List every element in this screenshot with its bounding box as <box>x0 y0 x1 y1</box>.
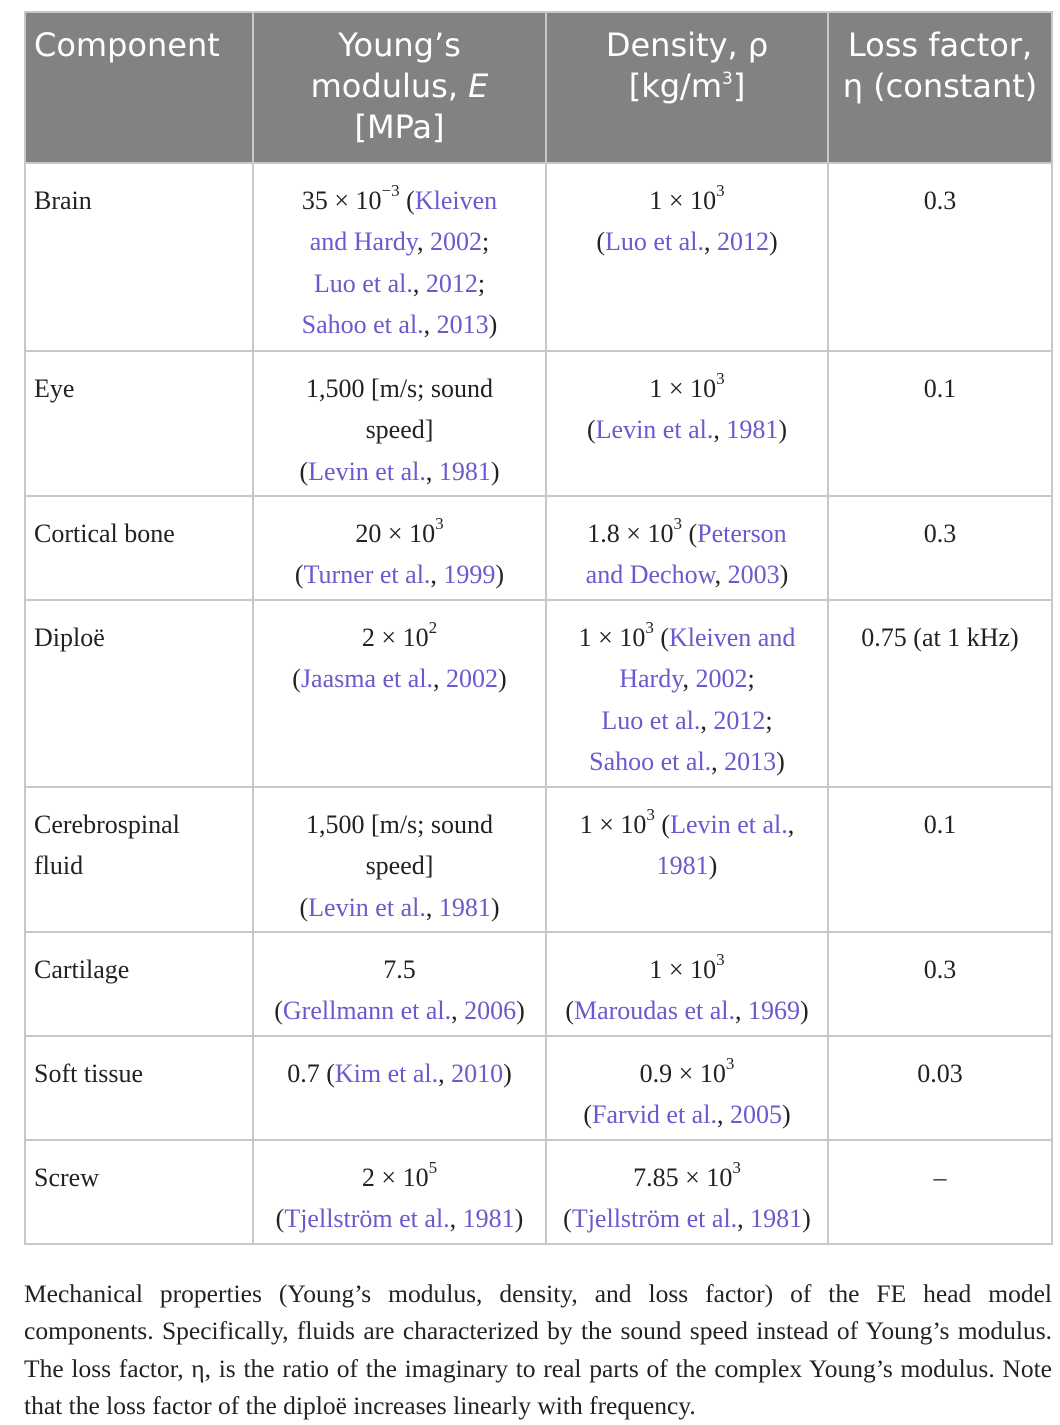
cell-loss: 0.1 <box>828 351 1052 496</box>
reference-link[interactable]: 2006 <box>464 996 517 1026</box>
header-density: Density, ρ $[kg/m^3]$ <box>546 12 828 163</box>
reference-link[interactable]: 2012 <box>716 227 769 257</box>
reference-link[interactable]: Peterson <box>697 519 787 548</box>
reference-link[interactable]: 1981 <box>438 456 491 486</box>
table-header-row <box>25 12 1052 163</box>
cell-component: Soft tissue <box>25 1036 253 1140</box>
reference-link[interactable]: Levin et al. <box>595 415 714 445</box>
reference-link[interactable]: 2002 <box>695 664 748 694</box>
cell-component: Brain <box>25 163 253 351</box>
reference-link[interactable]: 2002 <box>446 664 499 694</box>
cell-density: $7.85 \times 10^3$ (Tjellström et al., 1981) <box>546 1140 828 1244</box>
reference-link[interactable]: Sahoo et al. <box>301 310 424 340</box>
reference-link[interactable]: Levin et al. <box>670 810 788 839</box>
reference-link[interactable]: Jaasma et al. <box>300 664 434 694</box>
cell-modulus: 1,500 [m/s; sound speed] (Levin et al., 1981) <box>253 787 546 932</box>
reference-link[interactable]: Luo et al. <box>601 705 701 735</box>
reference-link[interactable]: Turner et al. <box>303 560 431 590</box>
reference-link[interactable]: Kim et al. <box>334 1059 439 1088</box>
reference-link[interactable]: 1981 <box>726 415 779 445</box>
cell-modulus: $35 \times 10^{-3}$ (Kleiven and Hardy, 2002; Luo et al., 2012; Sahoo et al., 2013) <box>253 163 546 351</box>
cell-modulus: $2 \times 10^5$ (Tjellström et al., 1981) <box>253 1140 546 1244</box>
header-modulus-line-2: modulus, E <box>310 67 489 105</box>
cell-modulus: $2 \times 10^2$ (Jaasma et al., 2002) <box>253 600 546 787</box>
header-youngs-modulus: Young’s modulus, E [MPa] <box>253 12 546 163</box>
table-row <box>25 932 1052 1036</box>
cell-modulus: 7.5 (Grellmann et al., 2006) <box>253 932 546 1036</box>
cell-density: $1 \times 10^3$ (Kleiven and Hardy, 2002; Luo et al., 2012; Sahoo et al., 2013) <box>546 600 828 787</box>
cell-component: Eye <box>25 351 253 496</box>
reference-link[interactable]: Farvid et al. <box>592 1100 717 1130</box>
table-row <box>25 1140 1052 1244</box>
reference-link[interactable]: 1981 <box>438 892 491 922</box>
header-density-unit: $[kg/m^3]$ <box>628 67 746 105</box>
cell-modulus: 0.7 (Kim et al., 2010) <box>253 1036 546 1140</box>
cell-loss: 0.3 <box>828 932 1052 1036</box>
cell-loss: 0.3 <box>828 163 1052 351</box>
cell-density: $0.9 \times 10^3$ (Farvid et al., 2005) <box>546 1036 828 1140</box>
cell-component: Diploë <box>25 600 253 787</box>
cell-component: Cerebrospinal fluid <box>25 787 253 932</box>
mechanical-properties-table <box>24 11 1053 1245</box>
cell-density: $1 \times 10^3$ (Maroudas et al., 1969) <box>546 932 828 1036</box>
reference-link[interactable]: Kleiven <box>414 186 498 215</box>
cell-density: $1 \times 10^3$ (Levin et al., 1981) <box>546 787 828 932</box>
table-row <box>25 600 1052 787</box>
reference-link[interactable]: and Hardy <box>309 227 418 257</box>
reference-link[interactable]: Kleiven and <box>669 623 796 652</box>
table-row <box>25 351 1052 496</box>
cell-loss: 0.75 (at 1 kHz) <box>828 600 1052 787</box>
table-caption: Mechanical properties (Young’s modulus, density, and loss factor) of the FE head model components. Specifically, fluids are characterized by the sound speed instead of Young’s modulus. The loss factor, η, is the ratio of the imaginary to real parts of the complex Young’s modulus. Note that the loss factor of the diploë increases linearly with frequency. <box>24 1278 1052 1420</box>
header-component: Component <box>25 12 253 163</box>
reference-link[interactable]: 1999 <box>443 560 496 590</box>
cell-loss: 0.1 <box>828 787 1052 932</box>
reference-link[interactable]: 2003 <box>727 560 780 590</box>
reference-link[interactable]: 2005 <box>729 1100 782 1130</box>
reference-link[interactable]: Luo et al. <box>605 227 704 257</box>
reference-link[interactable]: and Dechow <box>585 560 715 590</box>
cell-loss: 0.3 <box>828 496 1052 600</box>
reference-link[interactable]: 1981 <box>750 1204 803 1234</box>
reference-link[interactable]: Tjellström et al. <box>284 1204 450 1234</box>
cell-density: $1.8 \times 10^3$ (Peterson and Dechow, 2003) <box>546 496 828 600</box>
reference-link[interactable]: Luo et al. <box>313 268 413 298</box>
reference-link[interactable]: Hardy <box>619 664 683 694</box>
reference-link[interactable]: 2010 <box>451 1059 504 1088</box>
cell-component: Screw <box>25 1140 253 1244</box>
reference-link[interactable]: 1981 <box>462 1204 515 1234</box>
reference-link[interactable]: Levin et al. <box>308 456 426 486</box>
table-row <box>25 163 1052 351</box>
reference-link[interactable]: Maroudas et al. <box>573 996 735 1026</box>
reference-link[interactable]: 2002 <box>430 227 483 257</box>
reference-link[interactable]: Grellmann et al. <box>282 996 452 1026</box>
header-loss-factor: Loss factor, η (constant) <box>828 12 1052 163</box>
reference-link[interactable]: Levin et al. <box>308 892 426 922</box>
reference-link[interactable]: 2012 <box>713 705 766 735</box>
reference-link[interactable]: 2012 <box>425 268 478 298</box>
reference-link[interactable]: 2013 <box>724 747 777 777</box>
table-row <box>25 496 1052 600</box>
cell-density: $1 \times 10^3$ (Levin et al., 1981) <box>546 351 828 496</box>
reference-link[interactable]: 1981 <box>656 851 709 881</box>
properties-table-container <box>24 11 1051 1245</box>
cell-component: Cartilage <box>25 932 253 1036</box>
cell-modulus: 1,500 [m/s; sound speed] (Levin et al., 1981) <box>253 351 546 496</box>
reference-link[interactable]: Tjellström et al. <box>571 1204 738 1234</box>
cell-component: Cortical bone <box>25 496 253 600</box>
reference-link[interactable]: 1969 <box>748 996 800 1026</box>
cell-modulus: $20 \times 10^3$ (Turner et al., 1999) <box>253 496 546 600</box>
table-row <box>25 1036 1052 1140</box>
cell-density: $1 \times 10^3$ (Luo et al., 2012) <box>546 163 828 351</box>
table-row <box>25 787 1052 932</box>
cell-loss: 0.03 <box>828 1036 1052 1140</box>
reference-link[interactable]: 2013 <box>436 310 489 340</box>
reference-link[interactable]: Sahoo et al. <box>589 747 712 777</box>
cell-loss: – <box>828 1140 1052 1244</box>
